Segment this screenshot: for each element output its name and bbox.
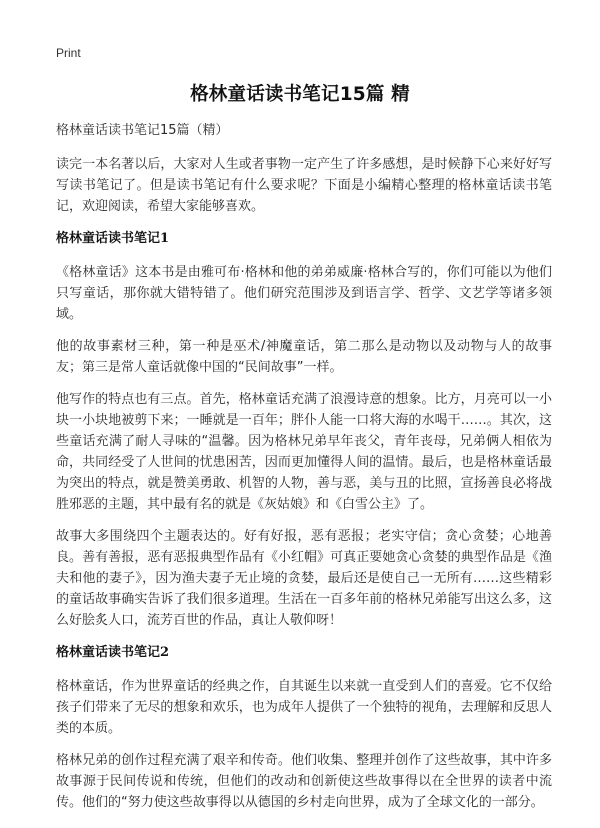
section-2-paragraph-1: 格林童话，作为世界童话的经典之作，自其诞生以来就一直受到人们的喜爱。它不仅给孩子们带来了无尽的想象和欢乐，也为成年人提供了一个独特的视角，去理解和反思人类的本质。 bbox=[56, 679, 552, 736]
section-1-paragraph-2: 他的故事素材三种，第一种是巫术/神魔童话，第二那么是动物以及动物与人的故事友；第三是常人童话就像中国的“民间故事”一样。 bbox=[56, 339, 552, 375]
section-2-paragraph-2: 格林兄弟的创作过程充满了艰辛和传奇。他们收集、整理并创作了这些故事，其中许多故事源于民间传说和传统，但他们的改动和创新使这些故事得以在全世界的读者中流传。他们的“努力使这些故事得以从德国的乡村走向世界，成为了全球文化的一部分。 bbox=[56, 753, 552, 810]
intro-paragraph: 读完一本名著以后，大家对人生或者事物一定产生了许多感想，是时候静下心来好好写写读书笔记了。但是读书笔记有什么要求呢？下面是小编精心整理的格林童话读书笔记，欢迎阅读，希望大家能够喜欢。 bbox=[56, 157, 552, 214]
page-title: 格林童话读书笔记15篇 精 bbox=[190, 84, 410, 105]
section-1-paragraph-1: 《格林童话》这本书是由雅可布·格林和他的弟弟威廉·格林合写的，你们可能以为他们只写童话，那你就大错特错了。他们研究范围涉及到语言学、哲学、文艺学等诸多领域。 bbox=[56, 265, 552, 322]
section-1-paragraph-4: 故事大多围绕四个主题表达的。好有好报，恶有恶报；老实守信；贪心贪婪；心地善良。善有善报，恶有恶报典型作品有《小红帽》可真正要她贪心贪婪的典型作品是《渔夫和他的妻子》，因为渔夫妻子无止境的贪婪，最后还是使自己一无所有……这些精彩的童话故事确实告诉了我们很多道理。生活在一百多年前的格林兄弟能写出这么多，这么好脍炙人口，流芳百世的作品，真让人敬仰呀！ bbox=[56, 529, 552, 628]
section-heading-2: 格林童话读书笔记2 bbox=[56, 645, 170, 660]
section-heading-1: 格林童话读书笔记1 bbox=[56, 231, 170, 246]
document-body bbox=[56, 120, 552, 824]
section-1-paragraph-3: 他写作的特点也有三点。首先，格林童话充满了浪漫诗意的想象。比方，月亮可以一小块一小块地被剪下来；一睡就是一百年；胖仆人能一口将大海的水喝干……。其次，这些童话充满了耐人寻味的“温馨。因为格林兄弟早年丧父，青年丧母，兄弟俩人相依为命，共同经受了人世间的忧患困苦，因而更加懂得人间的温情。最后，也是格林童话最为突出的特点，就是赞美勇敢、机智的人物，善与恶，美与丑的比照，宣扬善良必将战胜邪恶的主题，其中最有名的就是《灰姑娘》和《白雪公主》了。 bbox=[56, 392, 552, 512]
document-subtitle: 格林童话读书笔记15篇（精） bbox=[56, 123, 229, 138]
print-link[interactable]: Print bbox=[56, 46, 81, 60]
